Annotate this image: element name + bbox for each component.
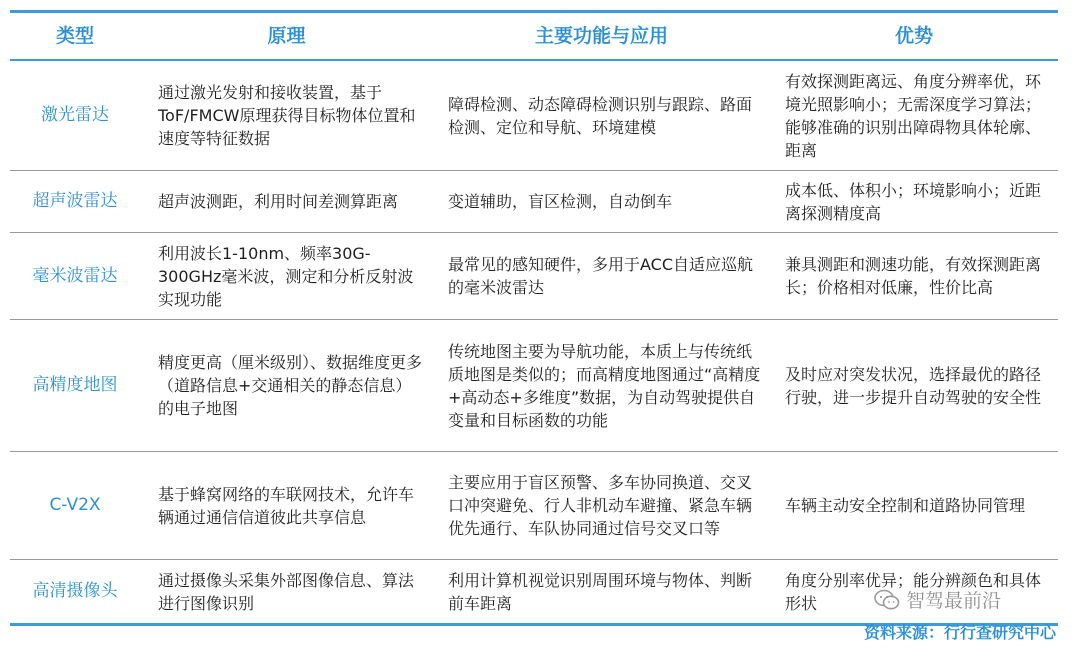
header-advantage: 优势	[894, 24, 933, 47]
table-row	[10, 61, 1058, 171]
row-function: 最常见的感知硬件，多用于ACC自适应巡航的毫米波雷达	[448, 255, 754, 297]
row-principle: 通过激光发射和接收装置，基于ToF/FMCW原理获得目标物体位置和速度等特征数据	[158, 83, 416, 148]
row-principle: 通过摄像头采集外部图像信息、算法进行图像识别	[158, 570, 415, 613]
row-advantage: 有效探测距离远、角度分辨率优，环境光照影响小；无需深度学习算法；能够准确的识别出障碍物具体轮廓、距离	[785, 71, 1042, 160]
row-function: 障碍检测、动态障碍检测识别与跟踪、路面检测、定位和导航、环境建模	[448, 94, 753, 137]
row-function: 主要应用于盲区预警、多车协同换道、交叉口冲突避免、行人非机动车避撞、紧急车辆优先通行、车队协同通过信号交叉口等	[448, 473, 753, 538]
row-type: 高精度地图	[32, 375, 118, 395]
row-function: 利用计算机视觉识别周围环境与物体、判断前车距离	[448, 570, 753, 613]
header-principle: 原理	[267, 24, 306, 47]
header-function: 主要功能与应用	[534, 24, 668, 47]
row-type: 高清摄像头	[32, 581, 118, 601]
row-type: 超声波雷达	[32, 191, 118, 211]
wechat-icon	[874, 589, 900, 611]
watermark-text: 智驾最前沿	[906, 590, 1002, 612]
table-row	[10, 320, 1058, 452]
row-function: 变道辅助，盲区检测，自动倒车	[448, 192, 673, 211]
row-function: 传统地图主要为导航功能，本质上与传统纸质地图是类似的；而高精度地图通过“高精度+高动态+多维度”数据，为自动驾驶提供自变量和目标函数的功能	[448, 341, 761, 430]
row-advantage: 成本低、体积小；环境影响小；近距离探测精度高	[785, 180, 1042, 223]
row-principle: 基于蜂窝网络的车联网技术，允许车辆通过通信信道彼此共享信息	[158, 484, 415, 527]
row-advantage: 角度分别率优异；能分辨颜色和具体形状	[785, 570, 1042, 613]
source-note: 资料来源：行行查研究中心	[863, 623, 1056, 642]
watermark	[874, 586, 1001, 613]
header-type: 类型	[55, 24, 94, 47]
row-principle: 利用波长1-10nm、频率30G-300GHz毫米波，测定和分析反射波实现功能	[158, 243, 414, 309]
table-header	[10, 13, 1058, 61]
row-type: 毫米波雷达	[32, 265, 118, 286]
row-principle: 精度更高（厘米级别）、数据维度更多（道路信息+交通相关的静态信息）的电子地图	[158, 353, 423, 418]
table-row	[10, 233, 1058, 320]
table-row	[10, 171, 1058, 233]
row-advantage: 及时应对突发状况，选择最优的路径行驶，进一步提升自动驾驶的安全性	[785, 364, 1042, 407]
row-advantage: 兼具测距和测速功能，有效探测距离长；价格相对低廉，性价比高	[785, 255, 1042, 297]
row-type: C-V2X	[49, 495, 101, 515]
comparison-table	[10, 10, 1058, 626]
table-row	[10, 452, 1058, 560]
row-advantage: 车辆主动安全控制和道路协同管理	[785, 496, 1026, 515]
row-principle: 超声波测距，利用时间差测算距离	[158, 192, 399, 211]
row-type: 激光雷达	[41, 105, 109, 125]
